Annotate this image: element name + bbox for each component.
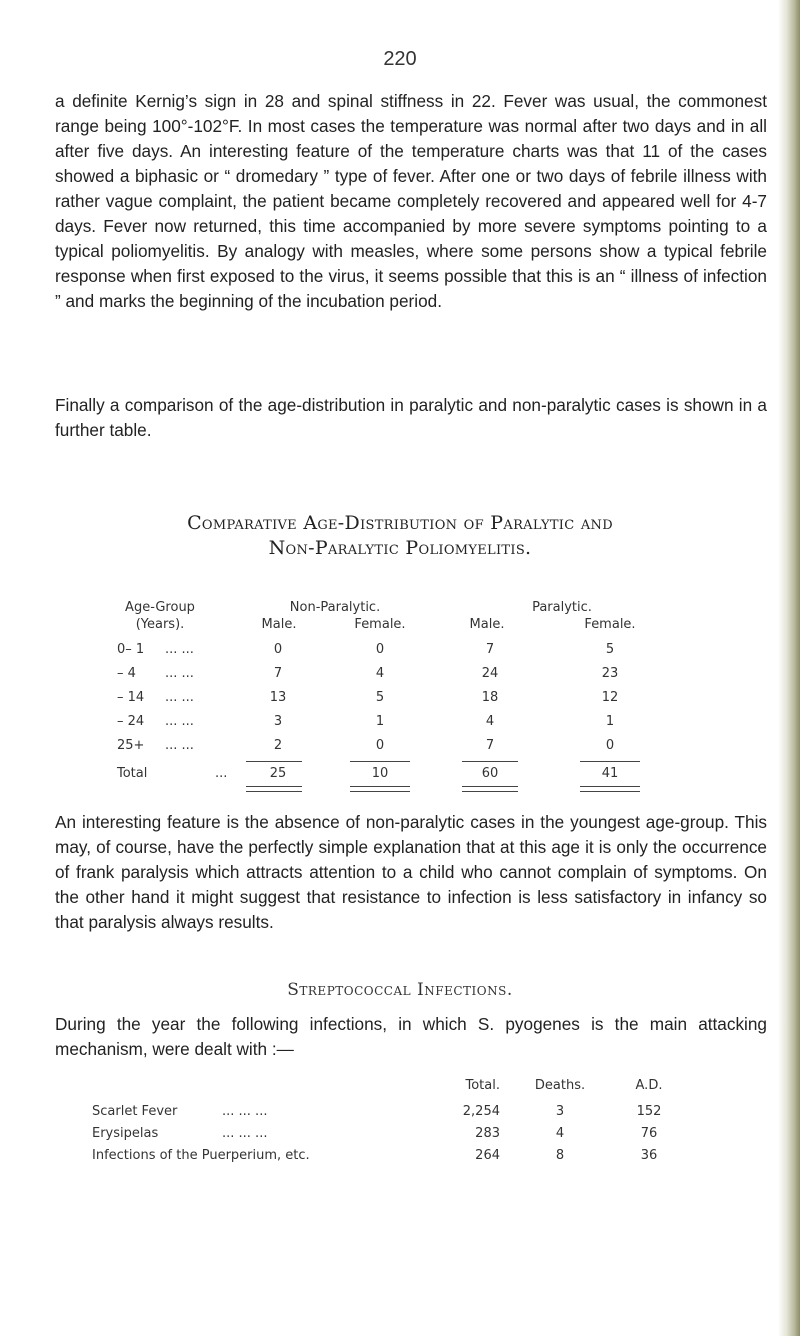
table-row-age: – 14	[117, 690, 145, 705]
cell-nonpar-female: 0	[375, 642, 385, 657]
cell-nonpar-female: 4	[375, 666, 385, 681]
table-row-dots: ...	[215, 766, 228, 781]
cell-par-male: 7	[485, 642, 495, 657]
header-par-male: Male.	[469, 617, 505, 632]
infection-ad: 152	[636, 1104, 662, 1119]
page-number: 220	[383, 48, 417, 70]
infection-deaths: 8	[555, 1148, 565, 1163]
infection-name: Erysipelas	[92, 1126, 159, 1141]
header-total: Total.	[465, 1078, 500, 1093]
paragraph-fever-description: a definite Kernig’s sign in 28 and spinal stiffness in 22. Fever was usual, the commonest range being 100°-102°F. In most cases the temperature was normal after two days and in all after five days. An interesting feature of the temperature charts was that 11 of the cases showed a biphasic or “ dromedary ” type of fever. After one or two days of febrile illness with rather vague complaint, the patient became completely recovered and appeared well for 4-7 days. Fever now returned, this time accompanied by more severe symptoms pointing to a typical poliomyelitis. By analogy with measles, where some persons show a typical febrile response when first exposed to the virus, it seems possible that this is an “ illness of infection ” and marks the beginning of the incubation period.	[55, 91, 767, 311]
infection-name: Scarlet Fever	[92, 1104, 178, 1119]
table-row-dots: ... ...	[165, 690, 194, 705]
header-deaths: Deaths.	[534, 1078, 586, 1093]
section-title-streptococcal: Streptococcal Infections.	[287, 980, 513, 1000]
infection-total: 2,254	[462, 1104, 500, 1119]
table-title-line-1: Comparative Age-Distribution of Paralytic and	[187, 512, 613, 534]
page-edge-shadow	[778, 0, 800, 1336]
double-rule	[350, 786, 410, 792]
sum-rule	[246, 761, 302, 762]
cell-par-female: 1	[605, 714, 615, 729]
cell-par-female: 12	[601, 690, 619, 705]
table-row-dots: ... ...	[165, 714, 194, 729]
total-nonpar-male: 25	[269, 766, 287, 781]
header-years: (Years).	[135, 617, 185, 632]
table-row-age: – 4	[117, 666, 136, 681]
cell-par-male: 4	[485, 714, 495, 729]
infection-ad: 76	[640, 1126, 658, 1141]
table-row-dots: ... ...	[165, 738, 194, 753]
table-row-age: 25+	[117, 738, 145, 753]
cell-par-male: 18	[481, 690, 499, 705]
infection-ad: 36	[640, 1148, 658, 1163]
sum-rule	[580, 761, 640, 762]
cell-nonpar-female: 1	[375, 714, 385, 729]
infection-name: Infections of the Puerperium, etc.	[92, 1148, 310, 1163]
infection-dots: ... ... ...	[222, 1104, 268, 1119]
cell-nonpar-female: 0	[375, 738, 385, 753]
cell-par-female: 0	[605, 738, 615, 753]
cell-par-female: 5	[605, 642, 615, 657]
header-paralytic: Paralytic.	[532, 600, 592, 615]
double-rule	[462, 786, 518, 792]
paragraph-age-comparison-intro: Finally a comparison of the age-distribution in paralytic and non-paralytic cases is shown in a further table.	[55, 395, 767, 440]
total-par-female: 41	[601, 766, 619, 781]
table-row-dots: ... ...	[165, 666, 194, 681]
header-par-female: Female.	[584, 617, 636, 632]
cell-nonpar-male: 13	[269, 690, 287, 705]
paragraph-youngest-age-group: An interesting feature is the absence of non-paralytic cases in the youngest age-group. This may, of course, have the perfectly simple explanation that at this age it is only the occurrence of frank paralysis which attracts attention to a child who cannot complain of symptoms. On the other hand it might suggest that resistance to infection is less satisfactory in infancy so that paralysis always results.	[55, 812, 767, 932]
header-ad: A.D.	[635, 1078, 663, 1093]
header-nonpar-male: Male.	[261, 617, 297, 632]
total-label: Total	[117, 766, 148, 781]
cell-nonpar-male: 3	[273, 714, 283, 729]
table-row-age: – 24	[117, 714, 145, 729]
total-par-male: 60	[481, 766, 499, 781]
cell-nonpar-male: 0	[273, 642, 283, 657]
cell-nonpar-male: 7	[273, 666, 283, 681]
cell-nonpar-female: 5	[375, 690, 385, 705]
infection-total: 283	[475, 1126, 500, 1141]
header-nonpar-female: Female.	[354, 617, 406, 632]
double-rule	[246, 786, 302, 792]
cell-par-female: 23	[601, 666, 619, 681]
table-title-line-2: Non-Paralytic Poliomyelitis.	[268, 537, 532, 559]
double-rule	[580, 786, 640, 792]
sum-rule	[462, 761, 518, 762]
header-age-group: Age-Group	[125, 600, 195, 615]
cell-par-male: 24	[481, 666, 499, 681]
infection-dots: ... ... ...	[222, 1126, 268, 1141]
infection-deaths: 3	[555, 1104, 565, 1119]
header-non-paralytic: Non-Paralytic.	[289, 600, 381, 615]
paragraph-strep-intro: During the year the following infections, in which S. pyogenes is the main attacking mechanism, were dealt with :—	[55, 1014, 767, 1059]
table-row-dots: ... ...	[165, 642, 194, 657]
infection-total: 264	[475, 1148, 500, 1163]
cell-nonpar-male: 2	[273, 738, 283, 753]
sum-rule	[350, 761, 410, 762]
total-nonpar-female: 10	[371, 766, 389, 781]
cell-par-male: 7	[485, 738, 495, 753]
table-row-age: 0– 1	[117, 642, 145, 657]
infection-deaths: 4	[555, 1126, 565, 1141]
